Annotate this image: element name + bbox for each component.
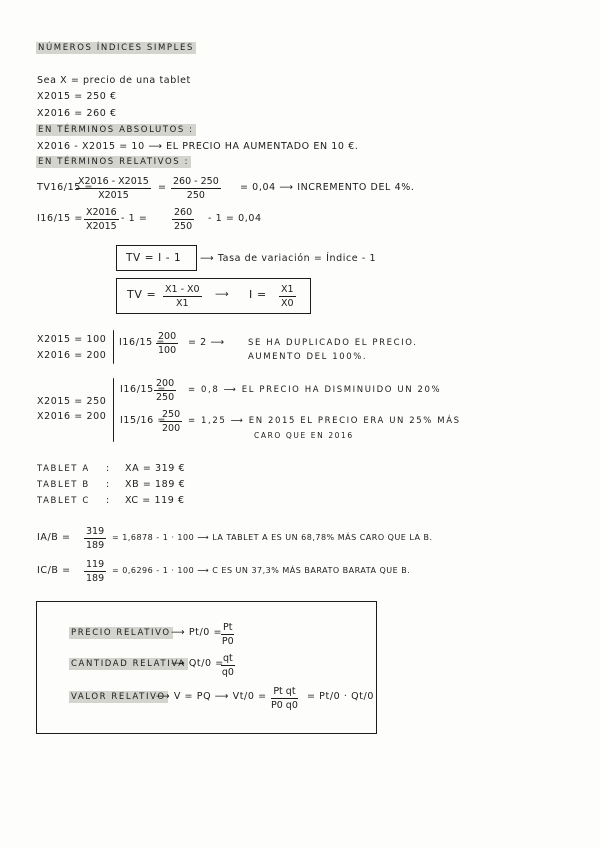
box2-i-lhs: I = (249, 288, 267, 301)
ex1-conclusion-2: AUMENTO DEL 100%. (248, 352, 368, 362)
ex2-fraction2 (160, 409, 182, 434)
box2-tv-lhs: TV = (127, 288, 157, 301)
ex2-fraction1 (154, 378, 176, 403)
ex1-brace (113, 330, 114, 364)
tv-formula-note: ⟶ Tasa de variación = Índice - 1 (200, 253, 377, 264)
precio-relativo-eq: ⟶ Pt/0 = (171, 627, 223, 638)
ex1-lhs: I16/15 = (119, 337, 165, 348)
ex2-result2-cont: CARO QUE EN 2016 (254, 431, 354, 440)
box2-i-fraction (279, 284, 296, 309)
tablet-price: XC = 119 € (125, 495, 185, 506)
tablet-price: XA = 319 € (125, 463, 186, 474)
valor-relativo-result: = Pt/0 · Qt/0 (307, 691, 374, 702)
ex2-x2015: X2015 = 250 (37, 396, 107, 407)
ex2-lhs1: I16/15 = (120, 384, 166, 395)
i-lhs: I16/15 = (37, 213, 83, 224)
box2-tv-fraction (163, 284, 202, 309)
i-denominator: X2015 (86, 221, 117, 232)
tv-lhs: TV16/15 = (37, 182, 94, 193)
ex1-x2016: X2016 = 200 (37, 350, 107, 361)
tv-numerator: X2016 - X2015 (78, 176, 149, 187)
ex2-denominator1: 250 (156, 392, 175, 403)
i-numerator: X2016 (86, 207, 117, 218)
box2-i-numerator: X1 (281, 284, 294, 295)
cantidad-relativa-denominator: q0 (221, 667, 234, 678)
page-title: NÚMEROS ÍNDICES SIMPLES (38, 43, 194, 53)
precio-relativo-numerator: Pt (223, 622, 233, 633)
intro-x2016: X2016 = 260 € (37, 108, 117, 119)
icb-denominator: 189 (86, 573, 105, 584)
i-fraction-values (172, 207, 194, 232)
cantidad-relativa-numerator: qt (223, 653, 233, 664)
iab-fraction (84, 526, 106, 551)
ex2-result1: = 0,8 ⟶ EL PRECIO HA DISMINUIDO UN 20% (188, 385, 442, 395)
ex2-denominator2: 200 (162, 423, 181, 434)
box2-arrow: ⟶ (215, 289, 230, 300)
intro-x2015: X2015 = 250 € (37, 91, 117, 102)
valor-relativo-fraction (271, 686, 298, 711)
tv-formula: TV = I - 1 (126, 252, 182, 264)
iab-numerator: 319 (86, 526, 105, 537)
cantidad-relativa-label: CANTIDAD RELATIVA (71, 659, 186, 669)
ex2-numerator2: 250 (162, 409, 181, 420)
icb-result: = 0,6296 - 1 · 100 ⟶ C ES UN 37,3% MÁS BARATO BARATA QUE B. (112, 566, 411, 575)
ex1-fraction (156, 331, 178, 356)
tv-fraction (76, 176, 151, 201)
ex2-x2016: X2016 = 200 (37, 411, 107, 422)
cantidad-relativa-fraction (221, 653, 235, 678)
icb-numerator: 119 (86, 559, 105, 570)
general-formula-box (116, 278, 311, 314)
tv-fraction-values (171, 176, 221, 201)
ex1-result: = 2 ⟶ (188, 337, 225, 348)
tablet-separator: : (106, 495, 110, 506)
iab-result: = 1,6878 - 1 · 100 ⟶ LA TABLET A ES UN 68,78% MÁS CARO QUE LA B. (112, 533, 433, 542)
valor-relativo-eq: ⟶ V = PQ ⟶ Vt/0 = (156, 691, 267, 702)
tv-result: = 0,04 ⟶ INCREMENTO DEL 4%. (240, 182, 415, 193)
i-result: - 1 = 0,04 (208, 213, 262, 224)
summary-box (36, 601, 377, 734)
tv-denominator-values: 250 (186, 190, 205, 201)
ex1-conclusion-1: SE HA DUPLICADO EL PRECIO. (248, 338, 418, 348)
tablet-name: TABLET C (37, 496, 90, 506)
ex2-brace (113, 378, 114, 442)
i-fraction (84, 207, 119, 232)
tablet-separator: : (106, 463, 110, 474)
tv-formula-box (116, 245, 197, 271)
relativos-heading: EN TÉRMINOS RELATIVOS : (38, 157, 190, 167)
valor-relativo-numerator: Pt qt (273, 686, 296, 697)
cantidad-relativa-eq: ⟶ Qt/0 = (171, 658, 224, 669)
iab-lhs: IA/B = (37, 532, 71, 543)
tv-numerator-values: 260 - 250 (173, 176, 219, 187)
ex2-numerator1: 200 (156, 378, 175, 389)
absolutos-heading: EN TÉRMINOS ABSOLUTOS : (38, 125, 194, 135)
box2-tv-numerator: X1 - X0 (165, 284, 200, 295)
ex2-result2: = 1,25 ⟶ EN 2015 EL PRECIO ERA UN 25% MÁS (188, 416, 461, 426)
precio-relativo-denominator: P0 (221, 636, 234, 647)
ex1-denominator: 100 (158, 345, 177, 356)
ex1-numerator: 200 (158, 331, 177, 342)
ex2-lhs2: I15/16 = (120, 415, 166, 426)
icb-fraction (84, 559, 106, 584)
tablet-price: XB = 189 € (125, 479, 186, 490)
valor-relativo-denominator: P0 q0 (271, 700, 298, 711)
box2-tv-denominator: X1 (176, 298, 189, 309)
box2-i-denominator: X0 (281, 298, 294, 309)
precio-relativo-fraction (221, 622, 234, 647)
iab-denominator: 189 (86, 540, 105, 551)
icb-lhs: IC/B = (37, 565, 71, 576)
precio-relativo-label: PRECIO RELATIVO (71, 628, 171, 638)
intro-sea: Sea X = precio de una tablet (37, 75, 191, 86)
i-denominator-values: 250 (174, 221, 193, 232)
tablet-name: TABLET B (37, 480, 90, 490)
ex1-x2015: X2015 = 100 (37, 334, 107, 345)
absolutos-line: X2016 - X2015 = 10 ⟶ EL PRECIO HA AUMENTADO EN 10 €. (37, 141, 359, 152)
tablet-name: TABLET A (37, 464, 90, 474)
valor-relativo-label: VALOR RELATIVO (71, 692, 166, 702)
tv-eq: = (158, 182, 167, 193)
i-minus: - 1 = (121, 213, 148, 224)
tablet-separator: : (106, 479, 110, 490)
i-numerator-values: 260 (174, 207, 193, 218)
tv-denominator: X2015 (98, 190, 129, 201)
